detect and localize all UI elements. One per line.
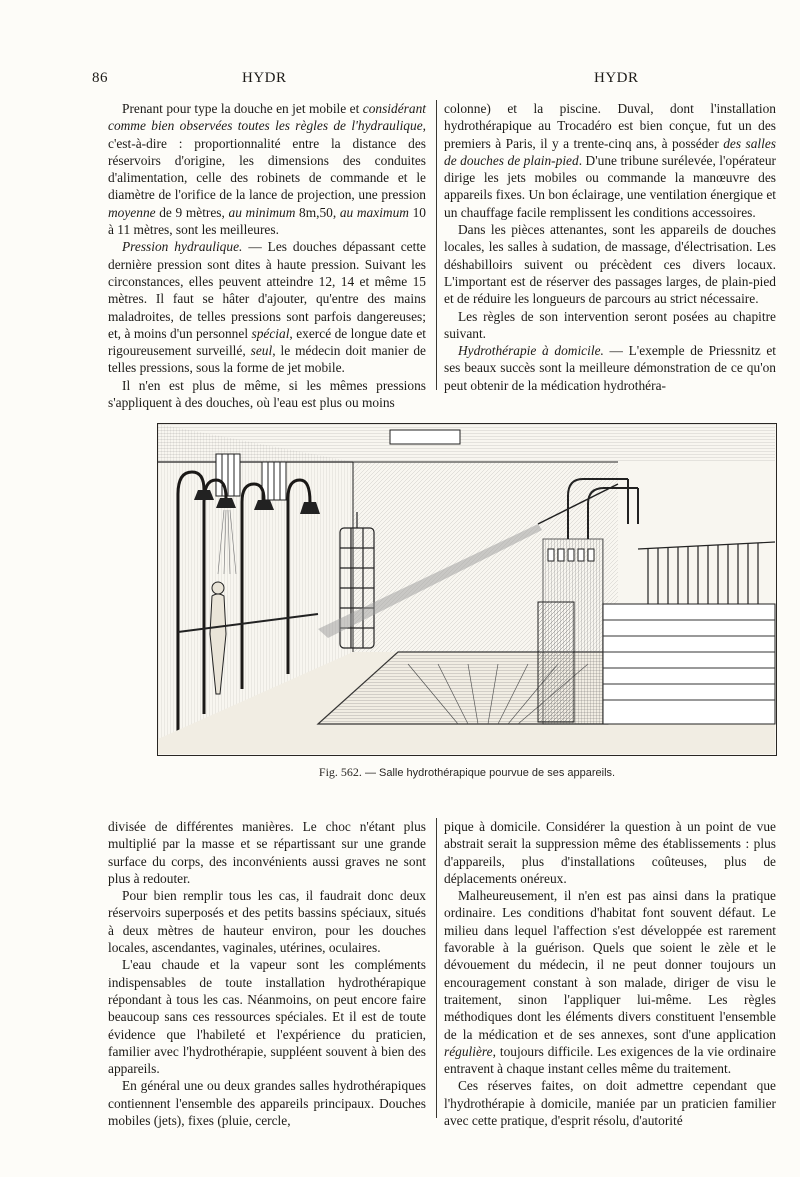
hydrotherapy-room-illustration [158,424,775,754]
paragraph: Les règles de son intervention seront posées au chapitre suivant. [444,308,776,341]
running-header [92,70,782,90]
operator-tribune [538,539,775,724]
figure-engraving [157,423,777,756]
paragraph: Ces réserves faites, on doit admettre cependant que l'hydrothérapie à domicile, maniée par un praticien familier avec cette pratique, d'esprit résolu, d'autorité [444,1078,776,1129]
column-divider [436,818,437,1118]
paragraph: Il n'en est plus de même, si les mêmes pressions s'appliquent à des douches, où l'eau est plus ou moins [108,377,426,411]
paragraph: Hydrothérapie à domicile. — L'exemple de Priessnitz et ses beaux succès sont la meilleure démonstration de ce qu'on peut obtenir de la médication hydrothéra- [444,343,777,393]
running-head-left: HYDR [242,70,287,86]
figure-label: Fig. 562. [318,765,362,779]
column-divider [436,100,437,390]
column-bottom-right [444,818,776,1129]
paragraph: Pression hydraulique. — Les douches dépassant cette dernière pression sont dites à haute pression. Suivant les circonstances, elles peuvent atteindre 12, 14 et même 15 mètres. Il faut se hâter d'ajouter, qu'entre des mains maladroites, de telles pressions sont parfois dangereuses; et, à moins d'un personnel spécial, exercé de longue date et rigoureusement surveillé, seul, le médecin doit manier de telles pressions, sous la forme de jet mobile. [108,239,427,376]
section-heading: Hydrothérapie à domicile. [458,343,604,359]
page-number: 86 [92,70,108,86]
section-heading: Pression hydraulique. [122,239,243,255]
railing [638,542,775,604]
paragraph: L'eau chaude et la vapeur sont les compléments indispensables de toute installation hydrothérapique répondant à tous les cas. Néanmoins, on peut encore faire beaucoup sans ces ressources spéciales. Et il est de toute évidence que l'habileté et l'expérience du praticien, familier avec l'hydrothérapie, suppléent souvent à bien des appareils. [108,957,426,1077]
paragraph: Dans les pièces attenantes, sont les appareils de douches locales, les salles à sudation, de massage, d'électrisation. Les déshabilloirs suivent ou précèdent ces divers locaux. L'important est de réserver des passages larges, de plain-pied et de réduire les longueurs de parcours au strict nécessaire. [444,222,776,307]
paragraph: colonne) et la piscine. Duval, dont l'installation hydrothérapique au Trocadéro est bien conçue, fut un des premiers à Paris, il y a trente-cinq ans, à posséder des salles de douches de plain-pied. D'une tribune surélevée, l'opérateur dirige les jets mobiles ou commande la manœuvre des appareils fixes. Un bon éclairage, une ventilation énergique et un chauffage facile remplissent les conditions accessoires. [444,101,777,220]
column-bottom-left [108,818,426,1129]
column-top-right [444,100,777,393]
paragraph: divisée de différentes manières. Le choc n'étant plus multiplié par la masse et se répartissant sur une grande surface du corps, des inconvénients aussi graves ne sont plus à redouter. [108,819,426,886]
paragraph: pique à domicile. Considérer la question à un point de vue abstrait serait la suppression même des établissements : plus d'appareils, plus d'installations coûteuses, plus de déplacements onéreux. [444,819,776,886]
paragraph: Malheureusement, il n'en est pas ainsi dans la pratique ordinaire. Les conditions d'habitat font souvent défaut. Le milieu dans lequel l'affection s'est développée est rarement favorable à la guérison. Quels que soient le zèle et le dévouement du médecin, il ne peut donner toujours un encouragement constant à son malade, diriger de visu le traitement, sinon l'appliquer lui-même. Les règles méthodiques dont les éléments divers constituent l'ensemble de la médication et de ses annexes, sont d'une application régulière, toujours difficile. Les exigences de la vie ordinaire entravent à chaque instant celles même du traitement. [444,888,776,1077]
skylight [390,430,460,444]
paragraph: Pour bien remplir tous les cas, il faudrait donc deux réservoirs superposés et des petits bassins spéciaux, situés à deux mètres de hauteur environ, pour les douches locales, ascendantes, vaginales, utérines, oculaires. [108,888,426,956]
paragraph: Prenant pour type la douche en jet mobile et considérant comme bien observées toutes les règles de l'hydraulique, c'est-à-dire : proportionnalité entre la distance des réservoirs d'origine, les dimensions des conduites d'alimentation, celle des robinets de commande et le diamètre de l'orifice de la lance de projection, une pression moyenne de 9 mètres, au minimum 8m,50, au maximum 10 à 11 mètres, sont les meilleures. [108,101,426,238]
figure-caption-text: — Salle hydrothérapique pourvue de ses appareils. [361,767,616,779]
column-top-left [108,100,427,411]
running-head-right: HYDR [594,70,639,86]
paragraph: En général une ou deux grandes salles hydrothérapiques contiennent l'ensemble des appareils principaux. Douches mobiles (jets), fixes (pluie, cercle, [108,1078,426,1129]
figure-caption [157,765,777,780]
